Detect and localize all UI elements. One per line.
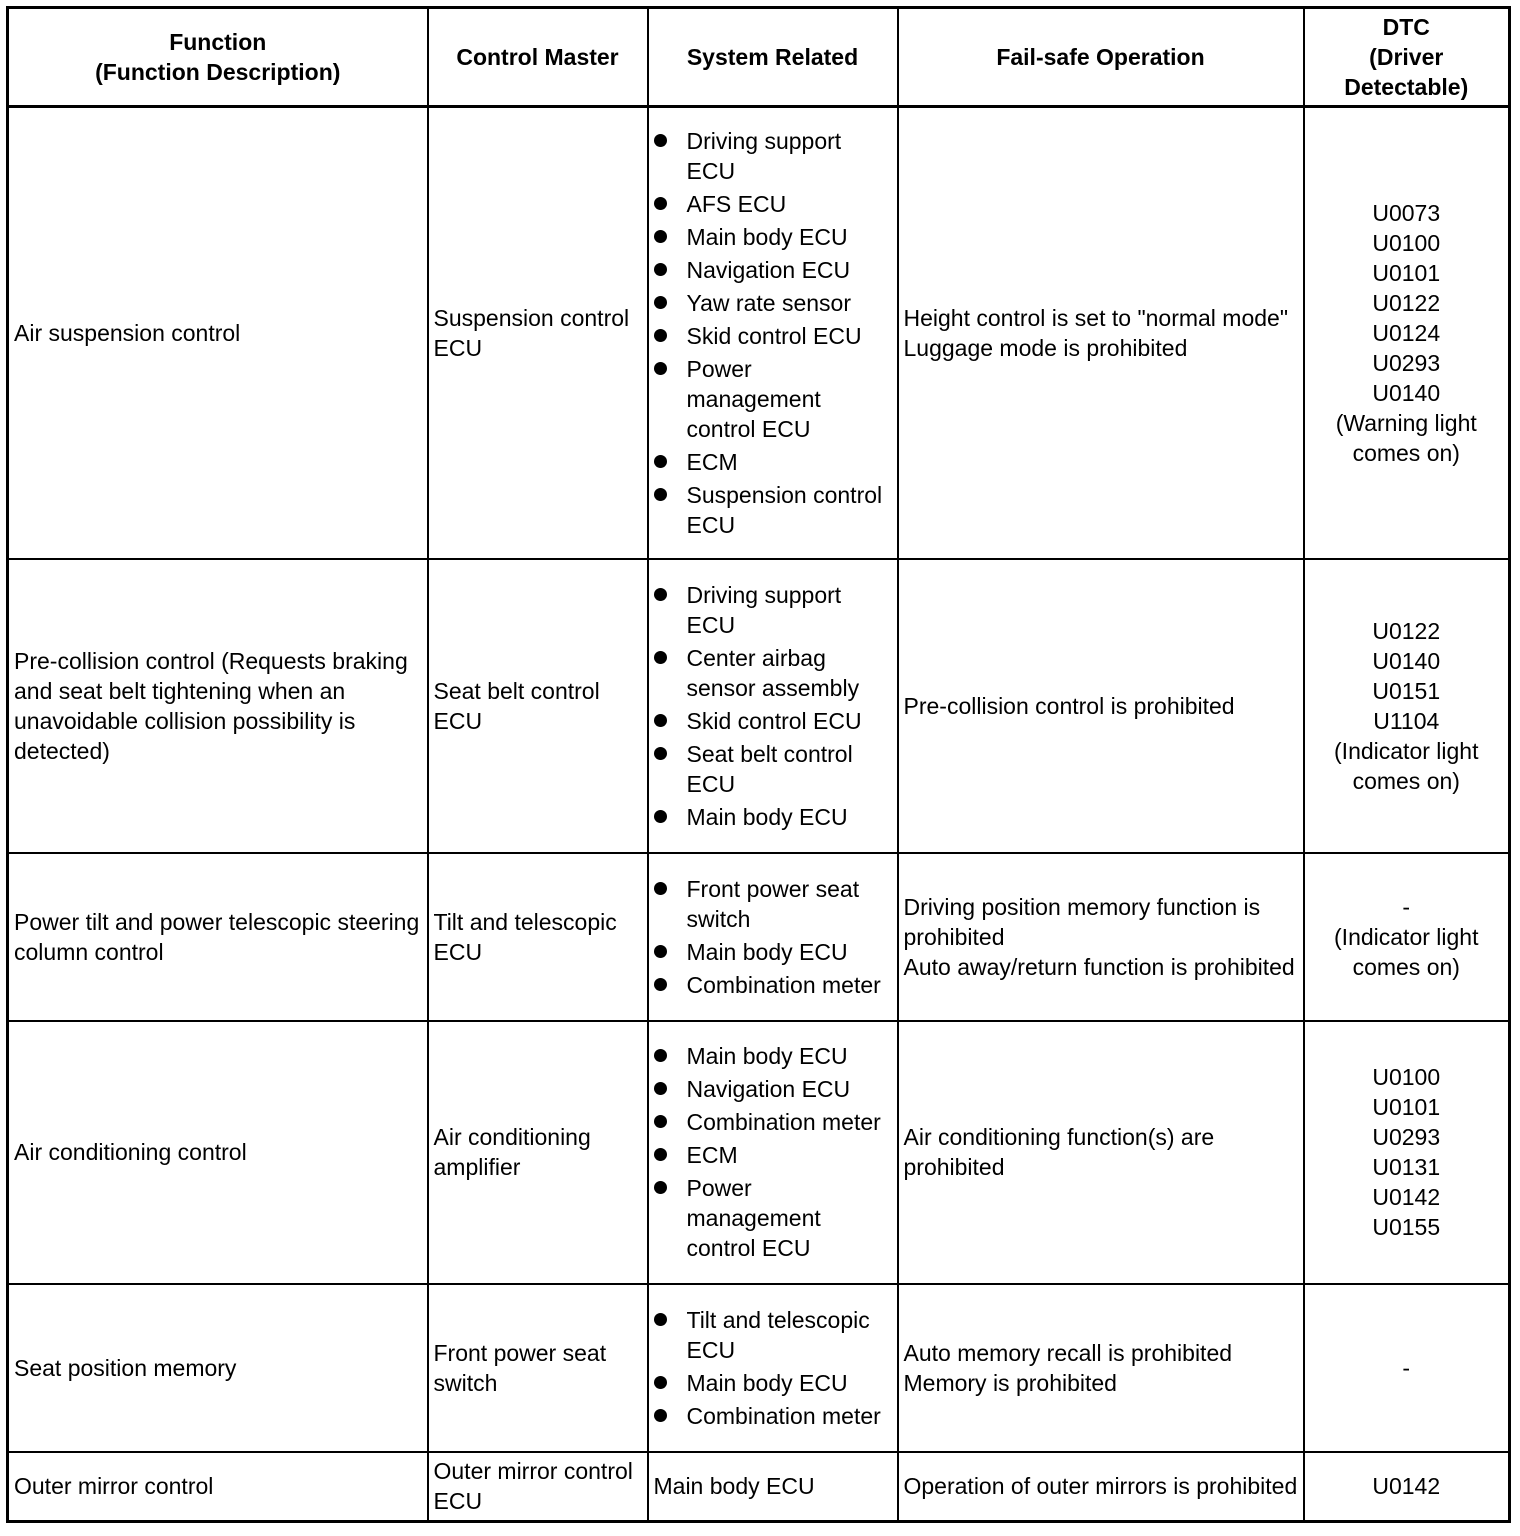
system-item: Tilt and telescopic ECU (654, 1305, 892, 1365)
bullet-icon (654, 263, 667, 276)
system-related-cell (648, 107, 898, 559)
system-related-cell (648, 1021, 898, 1284)
fail-safe-cell: Auto memory recall is prohibited Memory is prohibited (898, 1284, 1304, 1452)
function-cell: Air suspension control (8, 107, 428, 559)
header-dtc: DTC (Driver Detectable) (1304, 8, 1510, 107)
system-item: Combination meter (654, 1401, 892, 1431)
system-item: ECM (654, 1140, 892, 1170)
bullet-icon (654, 945, 667, 958)
function-cell: Power tilt and power telescopic steering column control (8, 853, 428, 1021)
bullet-icon (654, 1082, 667, 1095)
bullet-icon (654, 362, 667, 375)
system-item: Main body ECU (654, 802, 892, 832)
dtc-cell: - (Indicator light comes on) (1304, 853, 1510, 1021)
system-item: Power management control ECU (654, 1173, 892, 1263)
bullet-icon (654, 296, 667, 309)
header-row (8, 8, 1510, 107)
system-item: Power management control ECU (654, 354, 892, 444)
dtc-cell: U0100 U0101 U0293 U0131 U0142 U0155 (1304, 1021, 1510, 1284)
function-cell: Pre-collision control (Requests braking and seat belt tightening when an unavoidable collision possibility is detected) (8, 559, 428, 853)
function-cell: Outer mirror control (8, 1452, 428, 1522)
system-related-cell (648, 559, 898, 853)
system-item: Navigation ECU (654, 1074, 892, 1104)
bullet-icon (654, 978, 667, 991)
bullet-icon (654, 810, 667, 823)
system-item: Main body ECU (654, 222, 892, 252)
system-related-cell (648, 853, 898, 1021)
header-system-related: System Related (648, 8, 898, 107)
failsafe-table (6, 6, 1511, 1523)
bullet-icon (654, 1409, 667, 1422)
bullet-icon (654, 882, 667, 895)
dtc-cell: U0142 (1304, 1452, 1510, 1522)
system-item: Center airbag sensor assembly (654, 643, 892, 703)
bullet-icon (654, 651, 667, 664)
control-master-cell: Suspension control ECU (428, 107, 648, 559)
system-item: Combination meter (654, 1107, 892, 1137)
control-master-cell: Tilt and telescopic ECU (428, 853, 648, 1021)
system-item: Main body ECU (654, 1368, 892, 1398)
bullet-icon (654, 747, 667, 760)
fail-safe-cell: Height control is set to "normal mode" Luggage mode is prohibited (898, 107, 1304, 559)
system-item: AFS ECU (654, 189, 892, 219)
control-master-cell: Air conditioning amplifier (428, 1021, 648, 1284)
table-row (8, 853, 1510, 1021)
table-row (8, 1452, 1510, 1522)
fail-safe-cell: Operation of outer mirrors is prohibited (898, 1452, 1304, 1522)
system-item: ECM (654, 447, 892, 477)
header-control-master: Control Master (428, 8, 648, 107)
system-item: Skid control ECU (654, 706, 892, 736)
bullet-icon (654, 488, 667, 501)
bullet-icon (654, 1181, 667, 1194)
bullet-icon (654, 329, 667, 342)
function-cell: Seat position memory (8, 1284, 428, 1452)
header-fail-safe: Fail-safe Operation (898, 8, 1304, 107)
system-item: Navigation ECU (654, 255, 892, 285)
system-item: Main body ECU (654, 1041, 892, 1071)
fail-safe-cell: Pre-collision control is prohibited (898, 559, 1304, 853)
bullet-icon (654, 714, 667, 727)
bullet-icon (654, 1376, 667, 1389)
system-related-cell: Main body ECU (648, 1452, 898, 1522)
table-row (8, 107, 1510, 559)
table-row (8, 1284, 1510, 1452)
table-row (8, 1021, 1510, 1284)
bullet-icon (654, 134, 667, 147)
system-item: Yaw rate sensor (654, 288, 892, 318)
system-item: Suspension control ECU (654, 480, 892, 540)
bullet-icon (654, 1148, 667, 1161)
dtc-cell: - (1304, 1284, 1510, 1452)
system-item: Main body ECU (654, 937, 892, 967)
system-item: Combination meter (654, 970, 892, 1000)
bullet-icon (654, 230, 667, 243)
system-item: Driving support ECU (654, 126, 892, 186)
control-master-cell: Front power seat switch (428, 1284, 648, 1452)
system-item: Front power seat switch (654, 874, 892, 934)
function-cell: Air conditioning control (8, 1021, 428, 1284)
control-master-cell: Seat belt control ECU (428, 559, 648, 853)
header-function: Function (Function Description) (8, 8, 428, 107)
bullet-icon (654, 1115, 667, 1128)
fail-safe-cell: Driving position memory function is prohibited Auto away/return function is prohibited (898, 853, 1304, 1021)
bullet-icon (654, 197, 667, 210)
table-row (8, 559, 1510, 853)
fail-safe-cell: Air conditioning function(s) are prohibited (898, 1021, 1304, 1284)
bullet-icon (654, 1313, 667, 1326)
bullet-icon (654, 455, 667, 468)
system-item: Seat belt control ECU (654, 739, 892, 799)
system-item: Skid control ECU (654, 321, 892, 351)
bullet-icon (654, 1049, 667, 1062)
dtc-cell: U0073 U0100 U0101 U0122 U0124 U0293 U0140 (Warning light comes on) (1304, 107, 1510, 559)
control-master-cell: Outer mirror control ECU (428, 1452, 648, 1522)
dtc-cell: U0122 U0140 U0151 U1104 (Indicator light comes on) (1304, 559, 1510, 853)
system-related-cell (648, 1284, 898, 1452)
system-item: Driving support ECU (654, 580, 892, 640)
bullet-icon (654, 588, 667, 601)
